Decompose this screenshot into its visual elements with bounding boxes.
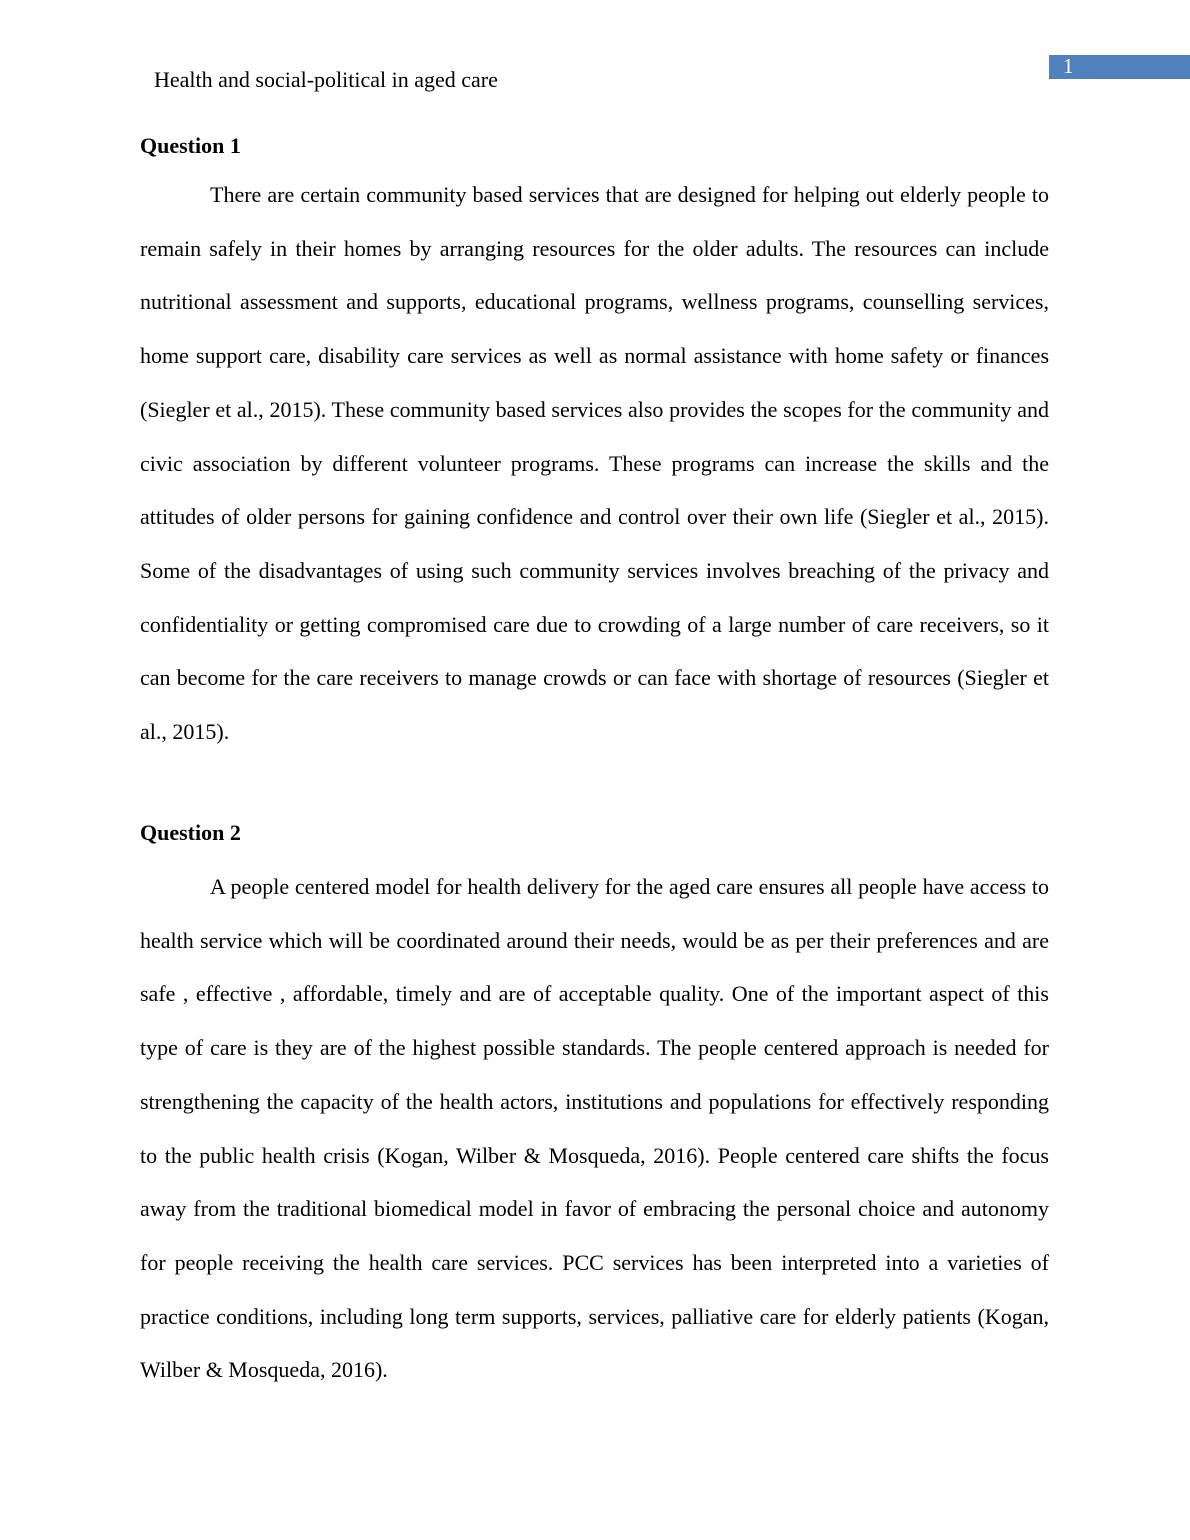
question-1-paragraph: There are certain community based services that are designed for helping out elderly people to remain safely in their homes by arranging resources for the older adults. The resources can include nutritional assessment and supports, educational programs, wellness programs, counselling services, home support care, disability care services as well as normal assistance with home safety or finances (Siegler et al., 2015). These community based services also provides the scopes for the community and civic association by different volunteer programs. These programs can increase the skills and the attitudes of older persons for gaining confidence and control over their own life (Siegler et al., 2015). Some of the disadvantages of using such community services involves breaching of the privacy and confidentiality or getting compromised care due to crowding of a large number of care receivers, so it can become for the care receivers to manage crowds or can face with shortage of resources (Siegler et al., 2015). bbox=[140, 182, 1049, 745]
page-number: 1 bbox=[1063, 54, 1074, 78]
page-number-bar bbox=[1049, 55, 1190, 79]
question-1-heading: Question 1 bbox=[140, 133, 241, 158]
question-2-heading: Question 2 bbox=[140, 820, 241, 845]
running-head: Health and social-political in aged care bbox=[154, 67, 498, 92]
question-2-paragraph: A people centered model for health delivery for the aged care ensures all people have access to health service which will be coordinated around their needs, would be as per their preferences and are safe , effective , affordable, timely and are of acceptable quality. One of the important aspect of this type of care is they are of the highest possible standards. The people centered approach is needed for strengthening the capacity of the health actors, institutions and populations for effectively responding to the public health crisis (Kogan, Wilber & Mosqueda, 2016). People centered care shifts the focus away from the traditional biomedical model in favor of embracing the personal choice and autonomy for people receiving the health care services. PCC services has been interpreted into a varieties of practice conditions, including long term supports, services, palliative care for elderly patients (Kogan, Wilber & Mosqueda, 2016). bbox=[140, 874, 1049, 1383]
